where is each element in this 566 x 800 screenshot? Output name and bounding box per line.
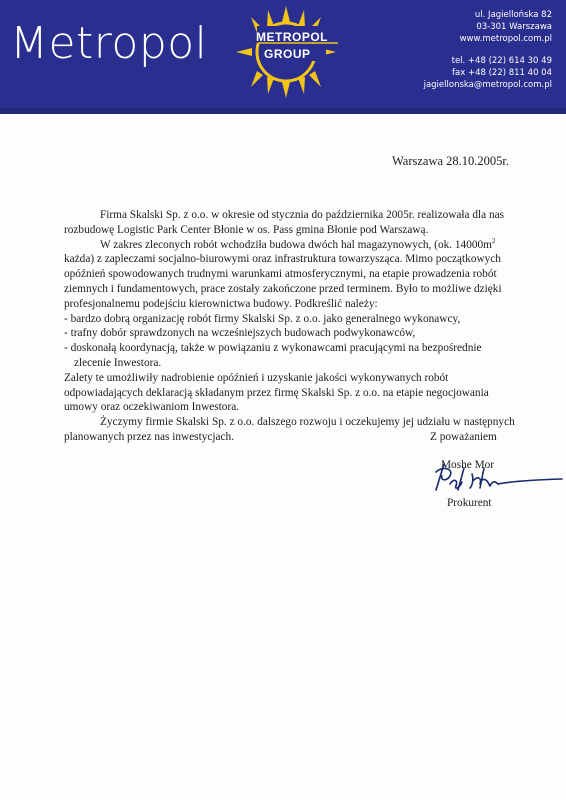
bullet-coordination: - doskonałą koordynacją, także w powiązaniu z wykonawcami pracującymi na bezpośrednie	[64, 342, 482, 355]
address-website: www.metropol.com.pl	[459, 34, 552, 44]
signatory-name: Moshe Mor	[441, 459, 495, 471]
paragraph-intro: Firma Skalski Sp. z o.o. w okresie od stycznia do października 2005r. realizowała dla nas rozbudowę Logistic Park Center Błonie w os. Pass gmina Błonie pod Warszawą.	[64, 209, 505, 236]
letter-date: Warszawa 28.10.2005r.	[392, 154, 510, 168]
paragraph-scope-start: W zakres zleconych robót wchodziła budowa dwóch hal magazynowych, (ok. 14000m	[100, 238, 492, 251]
signatory-role: Prokurent	[447, 497, 492, 509]
address-city: 03-301 Warszawa	[476, 22, 552, 32]
brand-name: Metropol	[10, 18, 208, 69]
contact-email: jagiellonska@metropol.com.pl	[423, 80, 552, 90]
superscript-two: 2	[491, 236, 496, 245]
metropol-group-logo	[226, 2, 346, 102]
closing-salutation: Z poważaniem	[430, 431, 497, 443]
bullet-subcontractors: - trafny dobór sprawdzonych na wcześniejszych budowach podwykonawców,	[64, 327, 416, 340]
bullet-coordination-cont: zlecenie Inwestora.	[74, 356, 162, 369]
letter-body	[64, 208, 524, 445]
logo-group-top: METROPOL	[256, 30, 328, 44]
contact-phone: tel. +48 (22) 614 30 49	[451, 56, 552, 66]
logo-group-bottom: GROUP	[264, 47, 311, 61]
letterhead	[0, 0, 566, 114]
paragraph-advantages: Zalety te umożliwiły nadrobienie opóźnień i uzyskanie jakości wykonywanych robót odpowiadających deklaracją składanym przez firmę Skalski Sp. z o.o. na etapie negocjowania umowy oraz oczekiwaniom Inwestora.	[64, 371, 489, 414]
paragraph-wishes: Życzymy firmie Skalski Sp. z o.o. dalszego rozwoju i oczekujemy jej udziału w następnych planowanych przez nas inwestycjach.	[64, 416, 515, 443]
contact-fax: fax +48 (22) 811 40 04	[452, 68, 552, 78]
bullet-organization: - bardzo dobrą organizację robót firmy Skalski Sp. z o.o. jako generalnego wykonawcy,	[64, 312, 461, 325]
letterhead-shade	[0, 108, 566, 114]
handwritten-signature	[428, 460, 564, 494]
paragraph-scope	[64, 238, 524, 312]
address-street: ul. Jagiellońska 82	[474, 10, 552, 20]
paragraph-scope-end: każda) z zapleczami socjalno-biurowymi oraz infrastruktura towarzysząca. Mimo początkowych opóźnień spowodowanych trudnymi warunkami atmosferycznymi, na etapie prowadzenia robót ziemnych i fundamentowych, prace zostały zakończone przed terminem. Było to możliwe dzięki profesjonalnemu podejściu kierownictwa budowy. Podkreślić należy:	[64, 253, 502, 310]
